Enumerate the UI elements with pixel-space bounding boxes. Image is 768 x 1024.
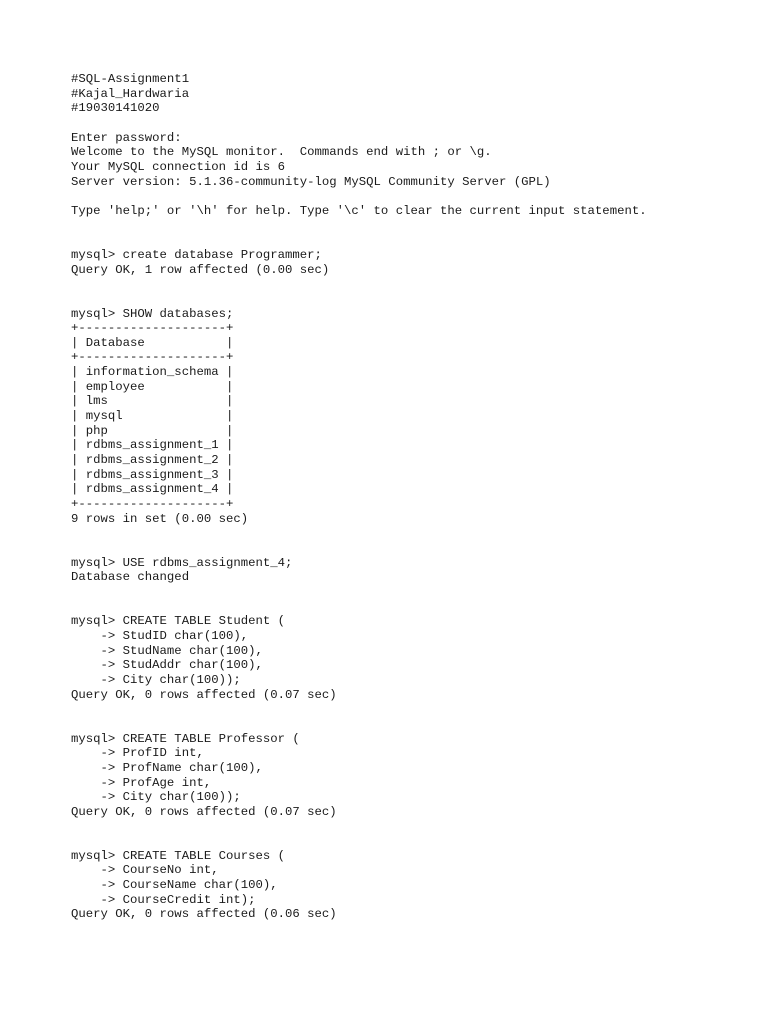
log-line: +--------------------+ — [71, 497, 234, 512]
log-line: -> CourseNo int, — [71, 863, 219, 878]
log-line: +--------------------+ — [71, 321, 234, 336]
log-line: -> StudAddr char(100), — [71, 658, 263, 673]
log-line: Enter password: — [71, 130, 182, 145]
log-line: mysql> CREATE TABLE Professor ( — [71, 731, 300, 746]
document-page — [71, 72, 751, 922]
log-line: | rdbms_assignment_2 | — [71, 453, 234, 468]
log-line: -> ProfAge int, — [71, 775, 212, 790]
log-line: Query OK, 1 row affected (0.00 sec) — [71, 262, 330, 277]
mysql-session-log — [71, 72, 751, 922]
log-line: | rdbms_assignment_4 | — [71, 482, 234, 497]
log-line: mysql> USE rdbms_assignment_4; — [71, 555, 293, 570]
log-line: Query OK, 0 rows affected (0.07 sec) — [71, 687, 337, 702]
log-line: Server version: 5.1.36-community-log MySQL Community Server (GPL) — [71, 174, 551, 189]
log-line: -> City char(100)); — [71, 672, 241, 687]
log-line: -> StudID char(100), — [71, 628, 249, 643]
log-line: mysql> CREATE TABLE Student ( — [71, 614, 286, 629]
log-line: #Kajal_Hardwaria — [71, 86, 190, 101]
log-line: | Database | — [71, 335, 234, 350]
log-line: mysql> CREATE TABLE Courses ( — [71, 848, 286, 863]
log-line: Type 'help;' or '\h' for help. Type '\c' to clear the current input statement. — [71, 203, 647, 218]
log-line: -> CourseCredit int); — [71, 892, 256, 907]
log-line: | employee | — [71, 379, 234, 394]
log-line: -> ProfID int, — [71, 746, 204, 761]
log-line: mysql> SHOW databases; — [71, 306, 234, 321]
log-line: -> StudName char(100), — [71, 643, 263, 658]
log-line: Query OK, 0 rows affected (0.06 sec) — [71, 907, 337, 922]
log-line: Database changed — [71, 570, 190, 585]
log-line: -> City char(100)); — [71, 790, 241, 805]
log-line: | php | — [71, 423, 234, 438]
log-line: #SQL-Assignment1 — [71, 72, 190, 86]
log-line: | information_schema | — [71, 365, 234, 380]
log-line: +--------------------+ — [71, 350, 234, 365]
log-line: #19030141020 — [71, 101, 160, 116]
log-line: | lms | — [71, 394, 234, 409]
log-line: -> ProfName char(100), — [71, 760, 263, 775]
log-line: | mysql | — [71, 409, 234, 424]
log-line: | rdbms_assignment_1 | — [71, 438, 234, 453]
log-line: Your MySQL connection id is 6 — [71, 159, 286, 174]
log-line: 9 rows in set (0.00 sec) — [71, 511, 249, 526]
log-line: -> CourseName char(100), — [71, 878, 278, 893]
log-line: mysql> create database Programmer; — [71, 247, 322, 262]
log-line: | rdbms_assignment_3 | — [71, 467, 234, 482]
log-line: Query OK, 0 rows affected (0.07 sec) — [71, 804, 337, 819]
log-line: Welcome to the MySQL monitor. Commands end with ; or \g. — [71, 145, 492, 160]
